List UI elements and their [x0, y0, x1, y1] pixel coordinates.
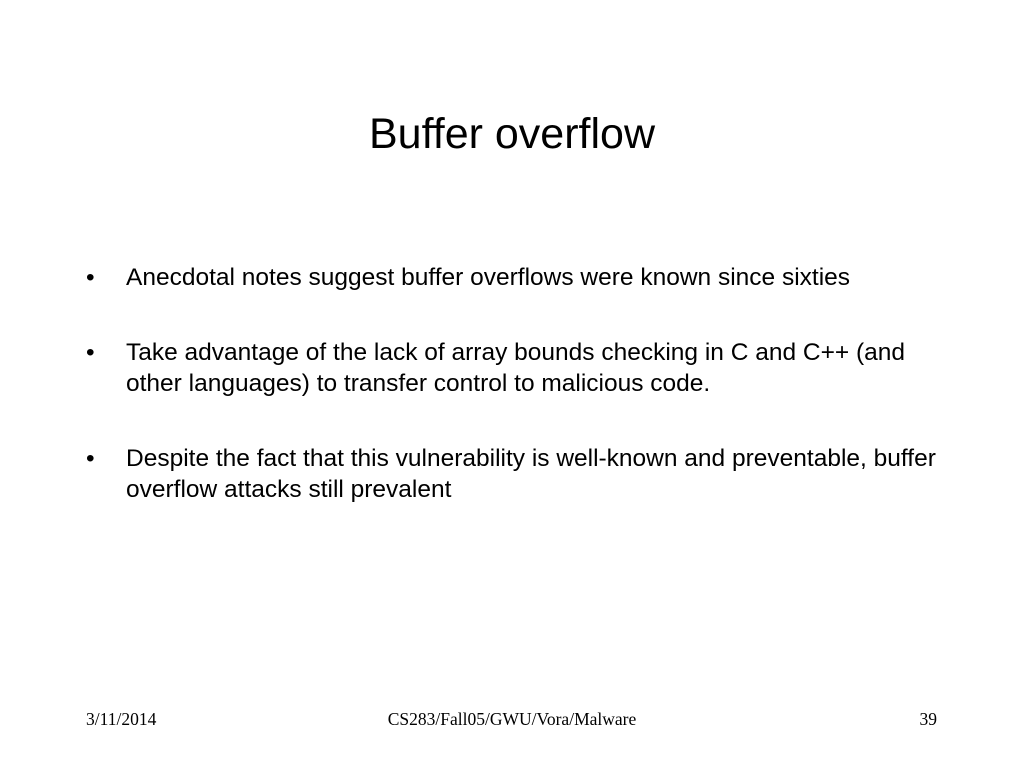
footer-date: 3/11/2014 [86, 709, 157, 729]
bullet-icon: • [86, 264, 95, 291]
bullet-icon: • [86, 445, 95, 472]
footer-course-label: CS283/Fall05/GWU/Vora/Malware [387, 709, 637, 729]
bullet-list [86, 262, 966, 549]
bullet-item [86, 443, 966, 505]
bullet-text: Take advantage of the lack of array bounds checking in C and C++ (and other languages) to transfer control to malicious code. [126, 339, 906, 397]
bullet-item [86, 337, 966, 399]
bullet-icon: • [86, 339, 95, 366]
bullet-text: Despite the fact that this vulnerability is well-known and preventable, buffer overflow attacks still prevalent [126, 445, 936, 503]
bullet-text: Anecdotal notes suggest buffer overflows were known since sixties [126, 264, 851, 291]
footer-page-number: 39 [919, 709, 937, 729]
slide-title: Buffer overflow [368, 110, 655, 158]
bullet-item [86, 262, 966, 293]
